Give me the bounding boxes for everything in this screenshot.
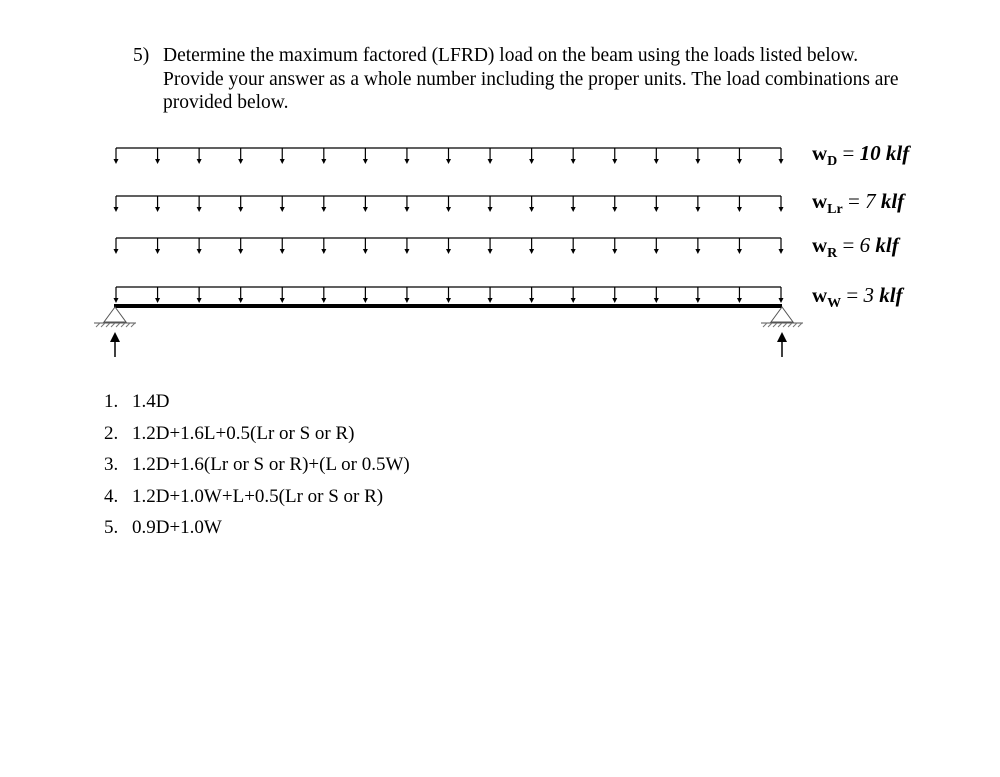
load-arrowhead bbox=[155, 249, 160, 254]
load-arrowhead bbox=[446, 249, 451, 254]
load-arrowhead bbox=[488, 159, 493, 164]
load-arrowhead bbox=[737, 159, 742, 164]
load-row-wR bbox=[114, 238, 784, 254]
load-arrowhead bbox=[363, 249, 368, 254]
load-arrowhead bbox=[238, 159, 243, 164]
load-arrowhead bbox=[488, 298, 493, 303]
load-arrowhead bbox=[695, 159, 700, 164]
load-arrowhead bbox=[238, 249, 243, 254]
load-arrowhead bbox=[654, 207, 659, 212]
load-arrowhead bbox=[280, 298, 285, 303]
load-arrowhead bbox=[321, 207, 326, 212]
load-arrowhead bbox=[446, 207, 451, 212]
load-arrowhead bbox=[114, 249, 119, 254]
load-arrowhead bbox=[363, 207, 368, 212]
load-arrowhead bbox=[197, 207, 202, 212]
combination-formula: 1.2D+1.6L+0.5(Lr or S or R) bbox=[132, 422, 355, 444]
load-arrowhead bbox=[155, 298, 160, 303]
list-item bbox=[104, 512, 704, 544]
load-arrowhead bbox=[446, 298, 451, 303]
left-reaction-arrow bbox=[110, 332, 120, 357]
load-arrowhead bbox=[197, 159, 202, 164]
right-pin-support bbox=[761, 307, 803, 327]
distributed-loads bbox=[114, 148, 784, 303]
load-arrowhead bbox=[446, 159, 451, 164]
load-arrowhead bbox=[612, 159, 617, 164]
load-arrowhead bbox=[695, 207, 700, 212]
load-arrowhead bbox=[404, 249, 409, 254]
load-arrowhead bbox=[114, 159, 119, 164]
beam-diagram bbox=[0, 0, 1000, 380]
load-arrowhead bbox=[114, 207, 119, 212]
list-item bbox=[104, 418, 704, 450]
list-item bbox=[104, 449, 704, 481]
load-combinations-list bbox=[104, 386, 704, 544]
load-arrowhead bbox=[321, 298, 326, 303]
load-arrowhead bbox=[280, 207, 285, 212]
load-arrowhead bbox=[571, 298, 576, 303]
load-label-wD: $w_D = 10$ klf bbox=[812, 141, 910, 169]
load-label-wR: $w_R = 6$ klf bbox=[812, 233, 899, 261]
load-arrowhead bbox=[488, 207, 493, 212]
load-arrowhead bbox=[404, 207, 409, 212]
load-arrowhead bbox=[529, 207, 534, 212]
load-arrowhead bbox=[695, 249, 700, 254]
load-arrowhead bbox=[404, 159, 409, 164]
list-item bbox=[104, 386, 704, 418]
load-arrowhead bbox=[488, 249, 493, 254]
load-arrowhead bbox=[737, 298, 742, 303]
load-arrowhead bbox=[321, 159, 326, 164]
load-label-wW: $w_W = 3$ klf bbox=[812, 283, 903, 311]
load-arrowhead bbox=[571, 249, 576, 254]
load-arrowhead bbox=[529, 159, 534, 164]
load-arrowhead bbox=[779, 159, 784, 164]
load-arrowhead bbox=[529, 298, 534, 303]
load-arrowhead bbox=[363, 159, 368, 164]
load-row-wD bbox=[114, 148, 784, 164]
load-label-wLr: $w_{Lr} = 7$ klf bbox=[812, 189, 905, 217]
load-row-wLr bbox=[114, 196, 784, 212]
load-arrowhead bbox=[654, 159, 659, 164]
combination-number: 4. bbox=[104, 485, 119, 507]
load-arrowhead bbox=[404, 298, 409, 303]
load-arrowhead bbox=[197, 249, 202, 254]
load-arrowhead bbox=[280, 249, 285, 254]
load-arrowhead bbox=[612, 207, 617, 212]
load-arrowhead bbox=[737, 207, 742, 212]
load-arrowhead bbox=[363, 298, 368, 303]
load-arrowhead bbox=[695, 298, 700, 303]
load-arrowhead bbox=[280, 159, 285, 164]
left-pin-support bbox=[94, 307, 136, 327]
combination-number: 1. bbox=[104, 391, 119, 412]
load-arrowhead bbox=[654, 298, 659, 303]
load-arrowhead bbox=[197, 298, 202, 303]
load-arrowhead bbox=[654, 249, 659, 254]
load-arrowhead bbox=[155, 207, 160, 212]
load-arrowhead bbox=[155, 159, 160, 164]
load-arrowhead bbox=[238, 298, 243, 303]
combination-formula: 0.9D+1.0W bbox=[132, 517, 222, 538]
combination-number: 5. bbox=[104, 517, 119, 538]
load-arrowhead bbox=[529, 249, 534, 254]
load-arrowhead bbox=[114, 298, 119, 303]
load-arrowhead bbox=[779, 249, 784, 254]
combination-number: 2. bbox=[104, 422, 119, 444]
load-arrowhead bbox=[779, 298, 784, 303]
load-arrowhead bbox=[571, 207, 576, 212]
load-arrowhead bbox=[571, 159, 576, 164]
combination-number: 3. bbox=[104, 454, 119, 475]
load-arrowhead bbox=[612, 249, 617, 254]
load-arrowhead bbox=[238, 207, 243, 212]
load-arrowhead bbox=[737, 249, 742, 254]
question-number: 5) bbox=[133, 45, 150, 66]
combination-formula: 1.4D bbox=[132, 391, 170, 412]
right-reaction-arrow bbox=[777, 332, 787, 357]
load-arrowhead bbox=[321, 249, 326, 254]
question-text: Determine the maximum factored (LFRD) load on the beam using the loads listed below. Provide your answer as a whole number including the proper units. The load combinations are provided below. bbox=[163, 45, 899, 113]
load-row-wW bbox=[114, 287, 784, 303]
list-item bbox=[104, 481, 704, 513]
load-arrowhead bbox=[612, 298, 617, 303]
load-arrowhead bbox=[779, 207, 784, 212]
combination-formula: 1.2D+1.0W+L+0.5(Lr or S or R) bbox=[132, 485, 384, 507]
combination-formula: 1.2D+1.6(Lr or S or R)+(L or 0.5W) bbox=[132, 454, 410, 475]
